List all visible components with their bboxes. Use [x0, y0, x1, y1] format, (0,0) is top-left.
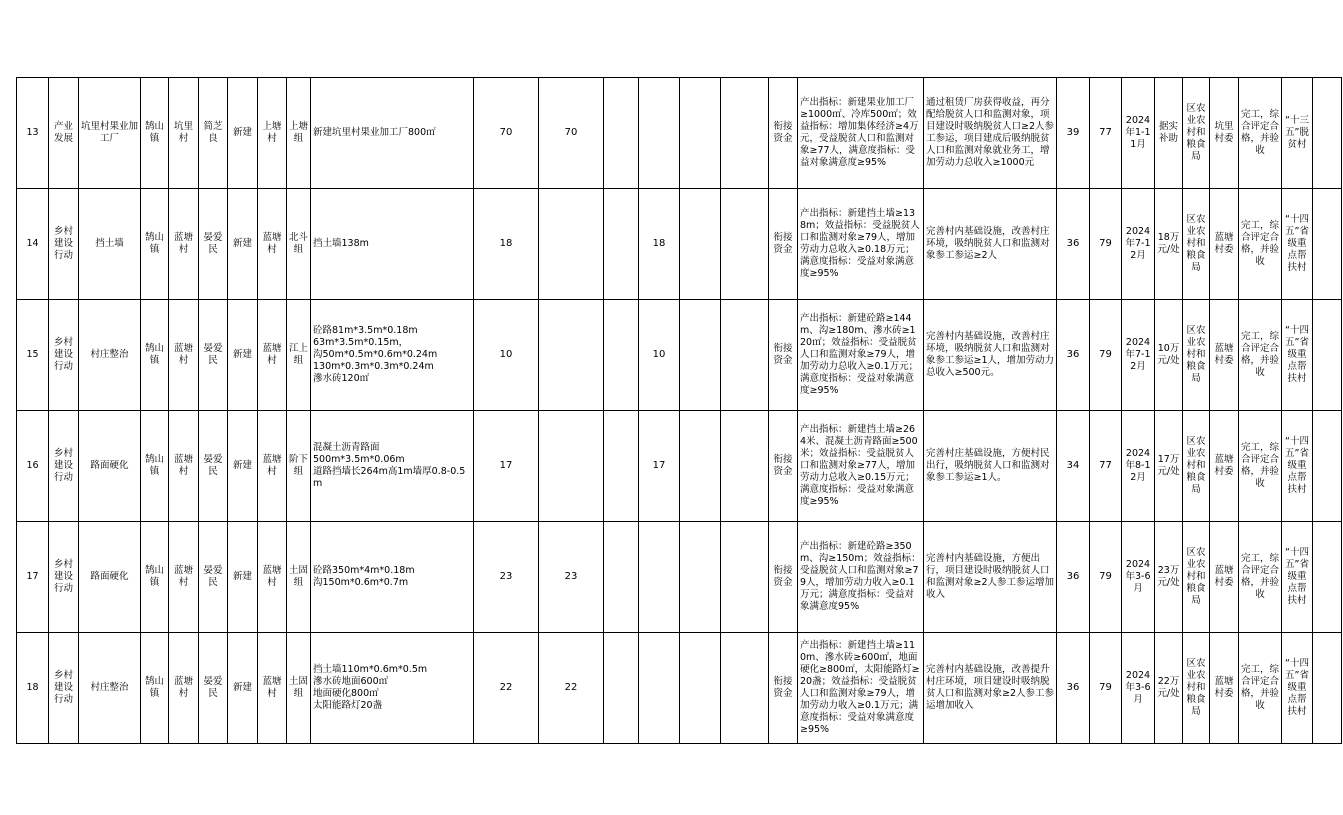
location-group-cell: 江上组 — [287, 300, 311, 411]
table-row — [17, 78, 1342, 189]
town-cell: 鹄山镇 — [141, 300, 169, 411]
implementer-cell: 蓝塘村委 — [1210, 522, 1239, 633]
person-cell: 晏爱民 — [199, 633, 228, 744]
benefit-mechanism-cell: 完善村内基础设施，改善村庄环境，吸纳脱贫人口和监测对象参工参运≥2人 — [924, 189, 1057, 300]
subsidy-standard-cell: 23万元/处 — [1155, 522, 1183, 633]
project-name-cell: 路面硬化 — [79, 522, 141, 633]
beneficiary-count-cell: 79 — [1090, 522, 1122, 633]
table-row — [17, 522, 1342, 633]
row-number: 17 — [17, 522, 49, 633]
funds-cell-4 — [639, 78, 680, 189]
funds-cell-4 — [639, 522, 680, 633]
fund-source-cell: 衔接资金 — [769, 78, 798, 189]
funds-cell-3 — [604, 522, 639, 633]
category-cell: 产业发展 — [49, 78, 79, 189]
fund-source-cell: 衔接资金 — [769, 189, 798, 300]
funds-cell-5 — [680, 189, 721, 300]
period-cell: 2024年7-12月 — [1122, 300, 1155, 411]
benefit-mechanism-cell: 完善村内基础设施，方便出行，项目建设时吸纳脱贫人口和监测对象≥2人参工参运增加收入 — [924, 522, 1057, 633]
village-cell: 蓝塘村 — [169, 411, 199, 522]
subsidy-standard-cell: 据实补助 — [1155, 78, 1183, 189]
total-funds-cell: 22 — [474, 633, 539, 744]
location-village-cell: 蓝塘村 — [258, 522, 287, 633]
beneficiary-count-cell: 79 — [1090, 300, 1122, 411]
project-name-cell: 路面硬化 — [79, 411, 141, 522]
performance-indicators-cell: 产出指标：新建挡土墙≥110m、滲水砖≥600㎡，地面硬化≥800㎡，太阳能路灯≥20盏；效益指标：受益脱贫人口和监测对象≥79人，增加劳动力收入≥0.1万元；满意度指标：受益对象满意度≥95% — [798, 633, 924, 744]
period-cell: 2024年7-12月 — [1122, 189, 1155, 300]
total-funds-cell: 17 — [474, 411, 539, 522]
project-name-cell: 村庄整治 — [79, 633, 141, 744]
location-village-cell: 蓝塘村 — [258, 189, 287, 300]
subsidy-standard-cell: 22万元/处 — [1155, 633, 1183, 744]
note-cell: “十四五”省级重点帮扶村 — [1282, 411, 1313, 522]
location-group-cell: 土固组 — [287, 522, 311, 633]
funds-cell-5 — [680, 522, 721, 633]
funds-cell-3 — [604, 300, 639, 411]
person-cell: 晏爱民 — [199, 300, 228, 411]
funds-cell-4 — [639, 633, 680, 744]
beneficiary-count-cell: 79 — [1090, 633, 1122, 744]
village-cell: 蓝塘村 — [169, 300, 199, 411]
project-table — [16, 77, 1342, 744]
benefit-mechanism-cell: 完善村庄基础设施，方便村民出行，吸纳脱贫人口和监测对象参工参运≥1人。 — [924, 411, 1057, 522]
town-cell: 鹄山镇 — [141, 78, 169, 189]
funds-cell-3 — [604, 633, 639, 744]
funds-cell-4: 10 — [639, 300, 680, 411]
implementer-cell: 蓝塘村委 — [1210, 633, 1239, 744]
build-type-cell: 新建 — [228, 633, 258, 744]
table-row — [17, 189, 1342, 300]
funds-cell-4: 17 — [639, 411, 680, 522]
location-village-cell: 蓝塘村 — [258, 300, 287, 411]
location-group-cell: 上塘组 — [287, 78, 311, 189]
construction-content-cell: 新建坑里村果业加工厂800㎡ — [311, 78, 474, 189]
town-cell: 鹄山镇 — [141, 411, 169, 522]
poor-population-cell: 34 — [1057, 411, 1090, 522]
location-village-cell: 蓝塘村 — [258, 411, 287, 522]
town-cell: 鹄山镇 — [141, 633, 169, 744]
location-group-cell: 北斗组 — [287, 189, 311, 300]
village-cell: 坑里村 — [169, 78, 199, 189]
project-name-cell: 村庄整治 — [79, 300, 141, 411]
fund-source-cell: 衔接资金 — [769, 300, 798, 411]
implementer-cell: 坑里村委 — [1210, 78, 1239, 189]
category-cell: 乡村建设行动 — [49, 189, 79, 300]
poor-population-cell: 36 — [1057, 633, 1090, 744]
construction-content-cell: 挡土墙110m*0.6m*0.5m 滲水砖地面600㎡ 地面硬化800㎡ 太阳能路灯20盏 — [311, 633, 474, 744]
beneficiary-count-cell: 77 — [1090, 78, 1122, 189]
village-cell: 蓝塘村 — [169, 189, 199, 300]
person-cell: 晏爱民 — [199, 189, 228, 300]
funds-cell-5 — [680, 633, 721, 744]
town-cell: 鹄山镇 — [141, 522, 169, 633]
blank-cell — [1313, 633, 1342, 744]
funds-cell-6 — [721, 189, 769, 300]
total-funds-cell: 70 — [474, 78, 539, 189]
central-funds-cell — [539, 300, 604, 411]
blank-cell — [1313, 411, 1342, 522]
performance-indicators-cell: 产出指标：新建砼路≥144m、沟≥180m、滲水砖≥120㎡；效益指标：受益脱贫人口和监测对象≥79人，增加劳动力总收入≥0.1万元；满意度指标：受益对象满意度≥95% — [798, 300, 924, 411]
build-type-cell: 新建 — [228, 189, 258, 300]
beneficiary-count-cell: 77 — [1090, 411, 1122, 522]
note-cell: “十三五”脱贫村 — [1282, 78, 1313, 189]
central-funds-cell: 22 — [539, 633, 604, 744]
note-cell: “十四五”省级重点帮扶村 — [1282, 189, 1313, 300]
row-number: 15 — [17, 300, 49, 411]
performance-indicators-cell: 产出指标：新建果业加工厂≥1000㎡、冷库500㎡；效益指标：增加集体经济≥4万元，受益脱贫人口和监测对象≥77人，满意度指标：受益对象满意度≥95% — [798, 78, 924, 189]
construction-content-cell: 挡土墙138m — [311, 189, 474, 300]
row-number: 14 — [17, 189, 49, 300]
beneficiary-count-cell: 79 — [1090, 189, 1122, 300]
subsidy-standard-cell: 10万元/处 — [1155, 300, 1183, 411]
funds-cell-6 — [721, 522, 769, 633]
category-cell: 乡村建设行动 — [49, 411, 79, 522]
central-funds-cell: 70 — [539, 78, 604, 189]
acceptance-cell: 完工，综合评定合格，并验收 — [1239, 633, 1282, 744]
location-village-cell: 蓝塘村 — [258, 633, 287, 744]
note-cell: “十四五”省级重点帮扶村 — [1282, 300, 1313, 411]
department-cell: 区农业农村和粮食局 — [1183, 633, 1210, 744]
construction-content-cell: 砼路350m*4m*0.18m 沟150m*0.6m*0.7m — [311, 522, 474, 633]
fund-source-cell: 衔接资金 — [769, 411, 798, 522]
funds-cell-4: 18 — [639, 189, 680, 300]
poor-population-cell: 36 — [1057, 522, 1090, 633]
subsidy-standard-cell: 18万元/处 — [1155, 189, 1183, 300]
benefit-mechanism-cell: 通过租赁厂房获得收益，再分配给脱贫人口和监测对象，项目建设时吸纳脱贫人口≥2人参工参运，项目建成后吸纳脱贫人口和监测对象就业务工，增加劳动力总收入≥1000元 — [924, 78, 1057, 189]
location-village-cell: 上塘村 — [258, 78, 287, 189]
central-funds-cell — [539, 411, 604, 522]
blank-cell — [1313, 189, 1342, 300]
funds-cell-6 — [721, 78, 769, 189]
central-funds-cell: 23 — [539, 522, 604, 633]
performance-indicators-cell: 产出指标：新建挡土墙≥138m；效益指标：受益脱贫人口和监测对象≥79人，增加劳动力总收入≥0.18万元；满意度指标：受益对象满意度≥95% — [798, 189, 924, 300]
funds-cell-6 — [721, 300, 769, 411]
department-cell: 区农业农村和粮食局 — [1183, 411, 1210, 522]
funds-cell-5 — [680, 411, 721, 522]
acceptance-cell: 完工，综合评定合格，并验收 — [1239, 78, 1282, 189]
period-cell: 2024年3-6月 — [1122, 633, 1155, 744]
acceptance-cell: 完工，综合评定合格，并验收 — [1239, 411, 1282, 522]
poor-population-cell: 36 — [1057, 189, 1090, 300]
location-group-cell: 阶下组 — [287, 411, 311, 522]
implementer-cell: 蓝塘村委 — [1210, 300, 1239, 411]
project-name-cell: 挡土墙 — [79, 189, 141, 300]
funds-cell-3 — [604, 78, 639, 189]
central-funds-cell — [539, 189, 604, 300]
performance-indicators-cell: 产出指标：新建砼路≥350m、沟≥150m；效益指标：受益脱贫人口和监测对象≥79人，增加劳动力收入≥0.1万元；满意度指标：受益对象满意度95% — [798, 522, 924, 633]
person-cell: 简芝良 — [199, 78, 228, 189]
location-group-cell: 土固组 — [287, 633, 311, 744]
row-number: 13 — [17, 78, 49, 189]
period-cell: 2024年3-6月 — [1122, 522, 1155, 633]
funds-cell-3 — [604, 411, 639, 522]
construction-content-cell: 砼路81m*3.5m*0.18m 63m*3.5m*0.15m， 沟50m*0.5m*0.6m*0.24m 130m*0.3m*0.3m*0.24m 滲水砖120㎡ — [311, 300, 474, 411]
blank-cell — [1313, 522, 1342, 633]
blank-cell — [1313, 78, 1342, 189]
build-type-cell: 新建 — [228, 78, 258, 189]
build-type-cell: 新建 — [228, 300, 258, 411]
table-row — [17, 411, 1342, 522]
village-cell: 蓝塘村 — [169, 633, 199, 744]
implementer-cell: 蓝塘村委 — [1210, 411, 1239, 522]
poor-population-cell: 39 — [1057, 78, 1090, 189]
period-cell: 2024年8-12月 — [1122, 411, 1155, 522]
acceptance-cell: 完工，综合评定合格，并验收 — [1239, 300, 1282, 411]
benefit-mechanism-cell: 完善村内基础设施，改善村庄环境，吸纳脱贫人口和监测对象参工参运≥1人，增加劳动力总收入≥500元。 — [924, 300, 1057, 411]
acceptance-cell: 完工，综合评定合格，并验收 — [1239, 189, 1282, 300]
department-cell: 区农业农村和粮食局 — [1183, 300, 1210, 411]
category-cell: 乡村建设行动 — [49, 300, 79, 411]
person-cell: 晏爱民 — [199, 411, 228, 522]
table-row — [17, 300, 1342, 411]
benefit-mechanism-cell: 完善村内基础设施，改善提升村庄环境，项目建设时吸纳脱贫人口和监测对象≥2人参工参运增加收入 — [924, 633, 1057, 744]
funds-cell-6 — [721, 411, 769, 522]
build-type-cell: 新建 — [228, 522, 258, 633]
build-type-cell: 新建 — [228, 411, 258, 522]
category-cell: 乡村建设行动 — [49, 522, 79, 633]
subsidy-standard-cell: 17万元/处 — [1155, 411, 1183, 522]
note-cell: “十四五”省级重点帮扶村 — [1282, 522, 1313, 633]
blank-cell — [1313, 300, 1342, 411]
village-cell: 蓝塘村 — [169, 522, 199, 633]
total-funds-cell: 23 — [474, 522, 539, 633]
category-cell: 乡村建设行动 — [49, 633, 79, 744]
department-cell: 区农业农村和粮食局 — [1183, 78, 1210, 189]
department-cell: 区农业农村和粮食局 — [1183, 189, 1210, 300]
town-cell: 鹄山镇 — [141, 189, 169, 300]
table-body — [17, 78, 1342, 744]
row-number: 16 — [17, 411, 49, 522]
department-cell: 区农业农村和粮食局 — [1183, 522, 1210, 633]
acceptance-cell: 完工，综合评定合格，并验收 — [1239, 522, 1282, 633]
period-cell: 2024年1-11月 — [1122, 78, 1155, 189]
total-funds-cell: 10 — [474, 300, 539, 411]
funds-cell-3 — [604, 189, 639, 300]
project-name-cell: 坑里村果业加工厂 — [79, 78, 141, 189]
fund-source-cell: 衔接资金 — [769, 633, 798, 744]
funds-cell-5 — [680, 78, 721, 189]
total-funds-cell: 18 — [474, 189, 539, 300]
performance-indicators-cell: 产出指标：新建挡土墙≥264米、混凝土沥青路面≥500米；效益指标：受益脱贫人口和监测对象≥77人，增加劳动力总收入≥0.15万元；满意度指标：受益对象满意度≥95% — [798, 411, 924, 522]
note-cell: “十四五”省级重点帮扶村 — [1282, 633, 1313, 744]
poor-population-cell: 36 — [1057, 300, 1090, 411]
person-cell: 晏爱民 — [199, 522, 228, 633]
implementer-cell: 蓝塘村委 — [1210, 189, 1239, 300]
table-row — [17, 633, 1342, 744]
construction-content-cell: 混凝土沥青路面 500m*3.5m*0.06m 道路挡墙长264m高1m墙厚0.8-0.5m — [311, 411, 474, 522]
fund-source-cell: 衔接资金 — [769, 522, 798, 633]
row-number: 18 — [17, 633, 49, 744]
funds-cell-5 — [680, 300, 721, 411]
funds-cell-6 — [721, 633, 769, 744]
